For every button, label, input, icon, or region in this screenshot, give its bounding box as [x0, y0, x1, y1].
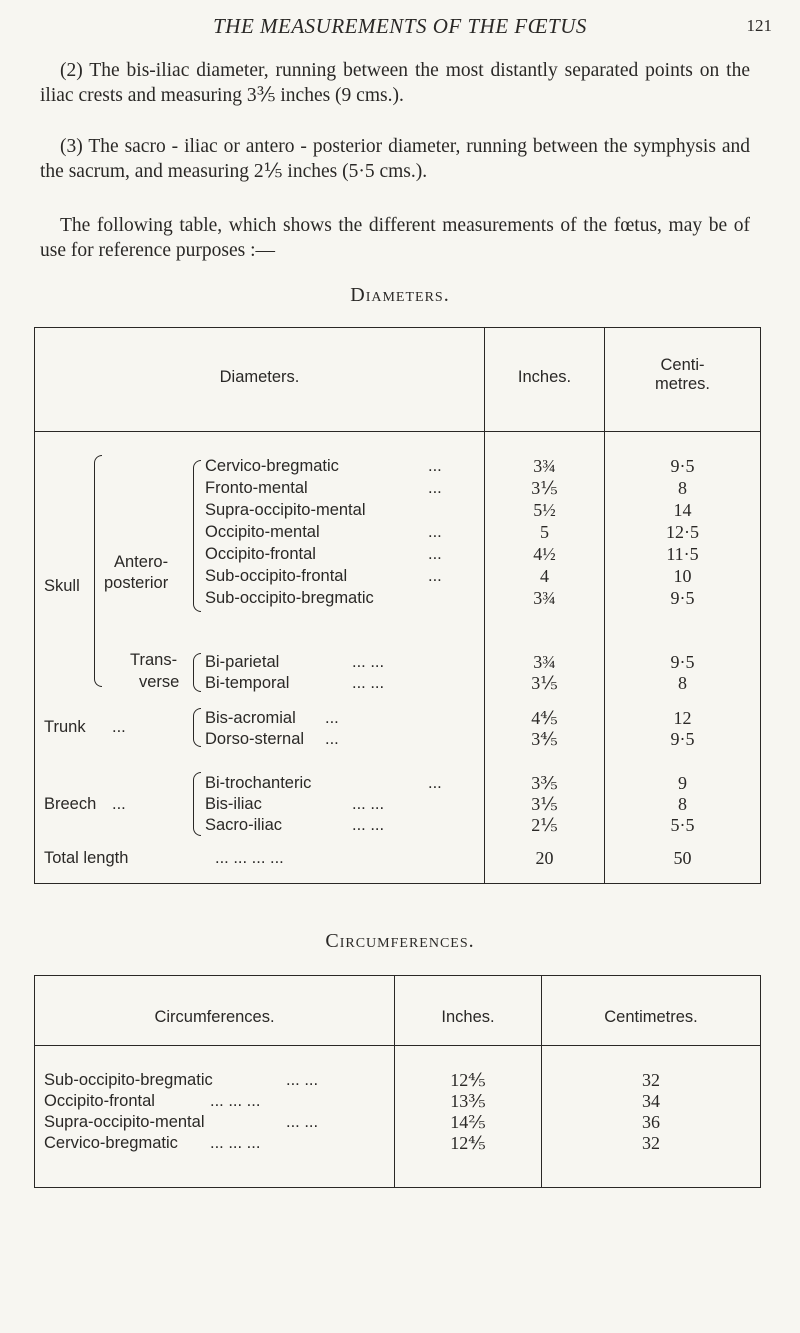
row-inches: 3⅕ [531, 673, 558, 693]
row-inches: 5½ [533, 500, 556, 520]
row-cm: 12·5 [666, 522, 699, 542]
row-inches: 3⅗ [531, 773, 558, 793]
group-label-antero: Antero- [114, 553, 169, 571]
row-cm: 9·5 [670, 456, 695, 476]
diameters-col-header: Diameters. [219, 368, 300, 386]
brace-skull [94, 455, 102, 687]
row-inches: 3¾ [533, 652, 556, 672]
row-dots: ... ... [286, 1113, 319, 1131]
row-cm: 9·5 [670, 652, 695, 672]
row-inches: 2⅕ [531, 815, 558, 835]
row-dots: ... [428, 774, 442, 792]
row-cm: 9 [678, 773, 687, 793]
row-label: Bi-parietal [205, 653, 280, 671]
group-label-total: Total length [44, 849, 129, 867]
row-label: Bis-iliac [205, 795, 262, 813]
row-cm: 5·5 [670, 815, 695, 835]
brace-trunk [193, 708, 201, 747]
paragraph-sacro-iliac: (3) The sacro - iliac or antero - posterior diameter, running between the symphysis and the sacrum, and measuring 2⅕ inches (5·5 cms.). [40, 136, 750, 182]
brace-antero-posterior [193, 460, 201, 612]
row-cm: 14 [673, 500, 692, 520]
row-inches: 4 [540, 566, 549, 586]
row-label: Occipito-frontal [44, 1092, 155, 1110]
row-cm: 32 [642, 1070, 660, 1090]
row-label: Dorso-sternal [205, 730, 305, 748]
row-label: Cervico-bregmatic [205, 457, 339, 475]
row-dots: ... [325, 709, 339, 727]
row-dots: ... ... [352, 653, 385, 671]
row-label: Bi-trochanteric [205, 774, 312, 792]
row-label: Cervico-bregmatic [44, 1134, 178, 1152]
row-dots: ... [428, 567, 442, 585]
row-label: Supra-occipito-mental [205, 501, 366, 519]
circumferences-col-header: Circumferences. [154, 1008, 275, 1026]
circumferences-heading: Circumferences. [325, 930, 475, 952]
row-cm: 8 [678, 478, 687, 498]
row-dots: ... [325, 730, 339, 748]
row-cm: 8 [678, 673, 687, 693]
group-label-skull: Skull [44, 577, 80, 595]
row-inches: 20 [535, 848, 554, 868]
row-cm: 10 [673, 566, 692, 586]
row-label: Occipito-mental [205, 523, 320, 541]
row-dots: ... [428, 523, 442, 541]
centimetres-col-header: Centi- metres. [654, 356, 710, 393]
total-dots: ... ... ... ... [215, 849, 284, 867]
row-label: Bi-temporal [205, 674, 290, 692]
row-inches: 12⅘ [450, 1070, 486, 1090]
row-inches: 4⅘ [531, 708, 558, 728]
group-label-verse: verse [139, 673, 180, 691]
row-inches: 14⅖ [450, 1112, 486, 1132]
row-inches: 3⅘ [531, 729, 558, 749]
row-cm: 34 [642, 1091, 660, 1111]
row-label: Sub-occipito-frontal [205, 567, 348, 585]
group-label-trunk: Trunk [44, 718, 86, 736]
brace-breech [193, 772, 201, 836]
row-dots: ... [428, 457, 442, 475]
row-inches: 3¾ [533, 588, 556, 608]
inches-col-header: Inches. [517, 368, 572, 386]
row-inches: 13⅗ [450, 1091, 486, 1111]
group-label-posterior: posterior [104, 574, 169, 592]
breech-dots: ... [112, 795, 126, 813]
row-cm: 8 [678, 794, 687, 814]
row-cm: 9·5 [670, 729, 695, 749]
trunk-dots: ... [112, 718, 126, 736]
row-dots: ... ... [352, 795, 385, 813]
row-inches: 3⅕ [531, 478, 558, 498]
group-label-trans: Trans- [130, 651, 178, 669]
row-label: Fronto-mental [205, 479, 308, 497]
row-dots: ... ... [286, 1071, 319, 1089]
row-dots: ... ... ... [210, 1092, 261, 1110]
paragraph-table-intro: The following table, which shows the different measurements of the fœtus, may be of use for reference purposes :— [40, 215, 750, 261]
row-label: Sub-occipito-bregmatic [205, 589, 374, 607]
diameters-header-rule [34, 431, 761, 432]
diameters-heading: Diameters. [350, 284, 450, 306]
row-dots: ... ... [352, 674, 385, 692]
circ-centimetres-col-header: Centimetres. [604, 1008, 698, 1026]
row-inches: 3¾ [533, 456, 556, 476]
row-cm: 12 [673, 708, 692, 728]
row-cm: 11·5 [666, 544, 699, 564]
row-cm: 36 [642, 1112, 660, 1132]
page-number: 121 [746, 16, 772, 35]
group-label-breech: Breech [44, 795, 97, 813]
row-label: Occipito-frontal [205, 545, 316, 563]
circ-inches-col-header: Inches. [441, 1008, 495, 1026]
row-inches: 5 [540, 522, 549, 542]
running-title: THE MEASUREMENTS OF THE FŒTUS [213, 14, 587, 38]
row-label: Supra-occipito-mental [44, 1113, 205, 1131]
row-dots: ... ... ... [210, 1134, 261, 1152]
row-label: Sacro-iliac [205, 816, 283, 834]
row-cm: 32 [642, 1133, 660, 1153]
row-inches: 4½ [533, 544, 556, 564]
row-cm: 50 [673, 848, 692, 868]
running-header [0, 14, 800, 44]
circumferences-header-rule [34, 1045, 761, 1046]
row-dots: ... ... [352, 816, 385, 834]
row-inches: 3⅕ [531, 794, 558, 814]
row-dots: ... [428, 545, 442, 563]
brace-transverse [193, 653, 201, 692]
row-dots: ... [428, 479, 442, 497]
row-label: Bis-acromial [205, 709, 296, 727]
row-inches: 12⅘ [450, 1133, 486, 1153]
paragraph-bis-iliac: (2) The bis-iliac diameter, running between the most distantly separated points on the iliac crests and measuring 3⅗ inches (9 cms.). [40, 60, 750, 106]
row-cm: 9·5 [670, 588, 695, 608]
row-label: Sub-occipito-bregmatic [44, 1071, 213, 1089]
